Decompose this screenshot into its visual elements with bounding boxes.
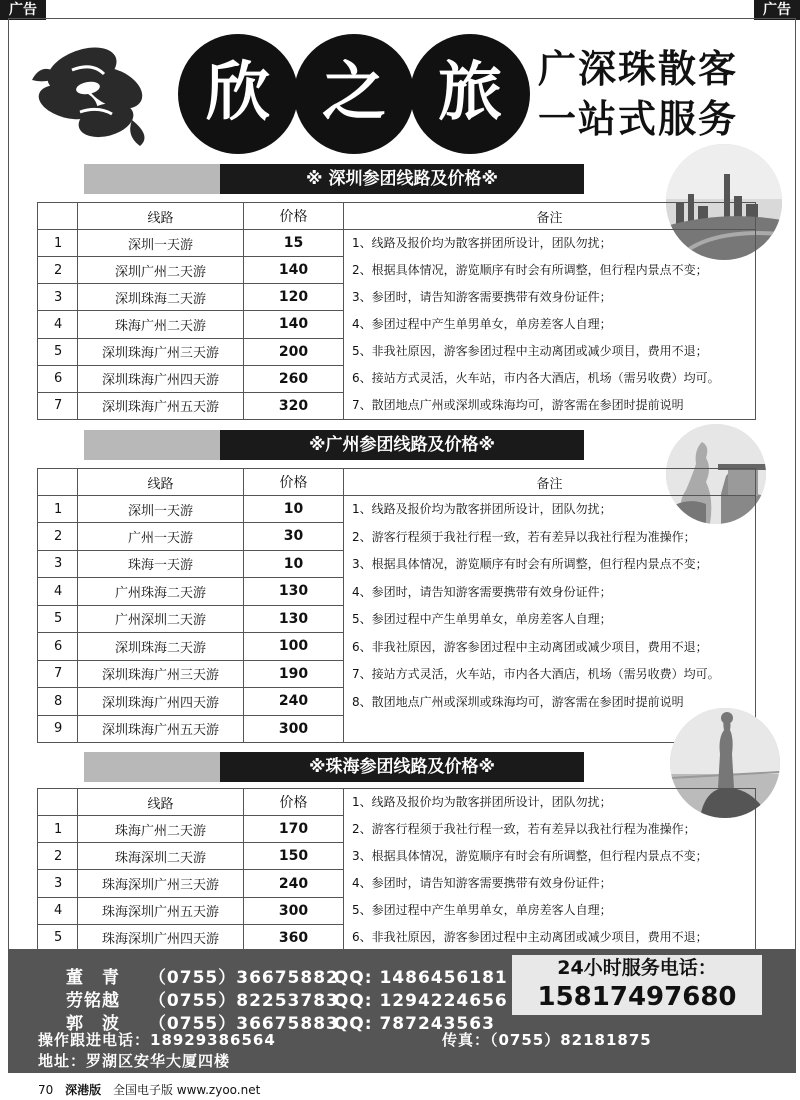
row-route: 深圳珠海广州四天游	[78, 365, 244, 392]
page-footer	[38, 1081, 268, 1098]
note-line: 6、接站方式灵活，火车站，市内各大酒店，机场（需另收费）均可。	[352, 371, 720, 385]
row-price: 150	[244, 843, 344, 870]
slogan	[538, 44, 738, 144]
col-header-price: 价格	[244, 203, 344, 230]
row-price: 300	[244, 715, 344, 743]
row-price: 100	[244, 633, 344, 661]
zhuhai-section-header	[84, 752, 584, 782]
note-line: 6、非我社原因，游客参团过程中主动离团或减少项目，费用不退；	[352, 639, 708, 654]
col-header-note: 备注	[344, 469, 756, 496]
shenzhen-section-title: ※ 深圳参团线路及价格※	[220, 164, 584, 194]
brand-char-2: 之	[294, 34, 414, 154]
row-price: 140	[244, 311, 344, 338]
guangzhou-section-title: ※广州参团线路及价格※	[220, 430, 584, 460]
row-route: 广州一天游	[78, 523, 244, 551]
row-price: 140	[244, 257, 344, 284]
row-number: 3	[38, 550, 78, 578]
fax: 传真：（0755）82181875	[442, 1031, 652, 1049]
row-price: 300	[244, 897, 344, 924]
contact-row	[66, 986, 508, 1011]
guangzhou-section-header	[84, 430, 584, 460]
col-header-route: 线路	[78, 203, 244, 230]
row-number: 4	[38, 578, 78, 606]
hotline-box	[512, 955, 762, 1015]
note-line: 3、根据具体情况，游览顺序有时会有所调整，但行程内景点不变；	[352, 849, 708, 863]
note-line: 2、游客行程须于我社行程一致，若有差异以我社行程为准操作；	[352, 822, 696, 836]
note-line: 7、接站方式灵活，火车站，市内各大酒店，机场（需另收费）均可。	[352, 667, 720, 681]
row-route: 深圳珠海二天游	[78, 633, 244, 661]
site-label: 全国电子版 www.zyoo.net	[112, 1083, 261, 1097]
row-number: 5	[38, 338, 78, 365]
row-price: 10	[244, 550, 344, 578]
note-line: 4、参团时，请告知游客需要携带有效身份证件；	[352, 876, 612, 890]
row-price: 200	[244, 338, 344, 365]
row-route: 深圳一天游	[78, 496, 244, 523]
row-number: 8	[38, 688, 78, 716]
row-route: 深圳珠海广州五天游	[78, 715, 244, 743]
row-number: 6	[38, 365, 78, 392]
slogan-line-1: 广深珠散客	[538, 46, 739, 91]
row-price: 120	[244, 284, 344, 311]
row-price: 30	[244, 523, 344, 551]
row-number: 5	[38, 924, 78, 951]
row-route: 深圳珠海二天游	[78, 284, 244, 311]
note-line: 4、参团过程中产生单男单女，单房差客人自理；	[352, 317, 612, 331]
note-line: 1、线路及报价均为散客拼团所设计，团队勿扰；	[352, 502, 612, 516]
followup-phone: 操作跟进电话：18929386564	[38, 1031, 276, 1049]
contact-footer	[8, 949, 796, 1073]
row-number: 4	[38, 897, 78, 924]
brand-char-1: 欣	[178, 34, 298, 154]
row-price: 15	[244, 230, 344, 257]
page-number: 70	[38, 1083, 54, 1097]
note-line: 7、散团地点广州或深圳或珠海均可，游客需在参团时提前说明	[352, 398, 684, 412]
row-price: 130	[244, 605, 344, 633]
row-number: 1	[38, 496, 78, 523]
contact-qq: QQ: 1486456181	[333, 968, 508, 988]
row-price: 360	[244, 924, 344, 951]
row-route: 广州珠海二天游	[78, 578, 244, 606]
contact-name: 董 青	[66, 968, 120, 988]
contact-phone: （0755）82253783	[148, 991, 339, 1011]
row-number: 6	[38, 633, 78, 661]
row-number: 2	[38, 257, 78, 284]
row-price: 240	[244, 688, 344, 716]
row-number: 2	[38, 523, 78, 551]
note-line: 2、游客行程须于我社行程一致，若有差异以我社行程为准操作；	[352, 529, 696, 544]
row-number: 1	[38, 230, 78, 257]
row-route: 珠海深圳广州五天游	[78, 897, 244, 924]
col-header-note: 备注	[344, 203, 756, 230]
shenzhen-notes	[344, 230, 756, 420]
note-line: 2、根据具体情况，游览顺序有时会有所调整，但行程内景点不变；	[352, 263, 708, 277]
brand-char-3: 旅	[410, 34, 530, 154]
row-route: 广州深圳二天游	[78, 605, 244, 633]
row-route: 深圳珠海广州三天游	[78, 338, 244, 365]
contact-row	[66, 963, 508, 988]
note-line: 6、非我社原因，游客参团过程中主动离团或减少项目，费用不退；	[352, 930, 708, 944]
contact-name: 劳铭越	[66, 991, 120, 1011]
zhuhai-section-title: ※珠海参团线路及价格※	[220, 752, 584, 782]
row-price: 170	[244, 816, 344, 843]
ad-tag-left: 广告	[0, 0, 46, 20]
hotline-number: 15817497680	[537, 982, 737, 1012]
note-line: 5、参团过程中产生单男单女，单房差客人自理；	[352, 903, 612, 917]
hotline-label: 24小时服务电话：	[557, 957, 717, 979]
row-route: 深圳珠海广州三天游	[78, 660, 244, 688]
row-price: 10	[244, 496, 344, 523]
row-number: 4	[38, 311, 78, 338]
note-line: 5、参团过程中产生单男单女，单房差客人自理；	[352, 612, 612, 626]
row-route: 珠海深圳广州三天游	[78, 870, 244, 897]
note-line: 5、非我社原因，游客参团过程中主动离团或减少项目，费用不退；	[352, 344, 708, 358]
contact-qq: QQ: 787243563	[333, 1014, 495, 1034]
note-line: 3、根据具体情况，游览顺序有时会有所调整，但行程内景点不变；	[352, 557, 708, 571]
edition-label: 深港版	[65, 1083, 102, 1097]
row-route: 深圳珠海广州四天游	[78, 688, 244, 716]
row-price: 320	[244, 392, 344, 419]
row-number: 9	[38, 715, 78, 743]
row-number: 3	[38, 284, 78, 311]
row-number: 2	[38, 843, 78, 870]
note-line: 3、参团时，请告知游客需要携带有效身份证件；	[352, 290, 612, 304]
contact-qq: QQ: 1294224656	[333, 991, 508, 1011]
guangzhou-price-table	[37, 468, 756, 743]
row-route: 珠海深圳二天游	[78, 843, 244, 870]
address: 地址：罗湖区安华大厦四楼	[38, 1052, 231, 1070]
row-number: 7	[38, 392, 78, 419]
shenzhen-price-table	[37, 202, 756, 420]
row-route: 珠海一天游	[78, 550, 244, 578]
row-route: 深圳一天游	[78, 230, 244, 257]
row-number: 7	[38, 660, 78, 688]
shenzhen-section-header	[84, 164, 584, 194]
col-header-route: 线路	[78, 469, 244, 496]
row-route: 深圳广州二天游	[78, 257, 244, 284]
col-header-price: 价格	[244, 469, 344, 496]
row-price: 130	[244, 578, 344, 606]
col-header-route: 线路	[78, 789, 244, 816]
note-line: 1、线路及报价均为散客拼团所设计，团队勿扰；	[352, 236, 612, 250]
row-price: 190	[244, 660, 344, 688]
guangzhou-notes	[344, 496, 756, 743]
row-number: 5	[38, 605, 78, 633]
col-header-price: 价格	[244, 789, 344, 816]
slogan-line-2: 一站式服务	[538, 96, 739, 141]
row-route: 珠海广州二天游	[78, 311, 244, 338]
contact-name: 郭 波	[66, 1014, 120, 1034]
row-number: 3	[38, 870, 78, 897]
flower-logo-icon	[22, 40, 162, 148]
row-route: 深圳珠海广州五天游	[78, 392, 244, 419]
ad-tag-right: 广告	[754, 0, 800, 20]
row-price: 260	[244, 365, 344, 392]
note-line: 8、散团地点广州或深圳或珠海均可，游客需在参团时提前说明	[352, 694, 684, 709]
note-line: 1、线路及报价均为散客拼团所设计，团队勿扰；	[352, 795, 612, 809]
note-line: 4、参团时，请告知游客需要携带有效身份证件；	[352, 584, 612, 599]
zhuhai-notes	[344, 789, 756, 952]
zhuhai-price-table	[37, 788, 756, 952]
row-number: 1	[38, 816, 78, 843]
contact-phone: （0755）36675883	[148, 1014, 339, 1034]
row-route: 珠海深圳广州四天游	[78, 924, 244, 951]
brand-name	[178, 34, 528, 154]
row-price: 240	[244, 870, 344, 897]
contact-phone: （0755）36675882	[148, 968, 339, 988]
row-route: 珠海广州二天游	[78, 816, 244, 843]
